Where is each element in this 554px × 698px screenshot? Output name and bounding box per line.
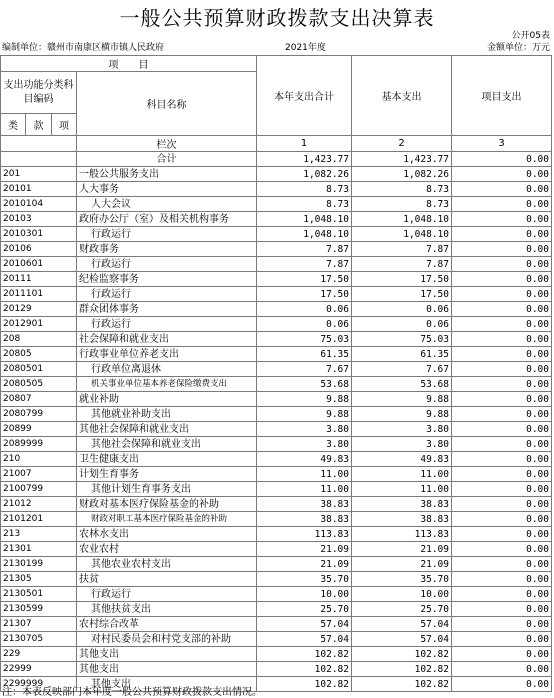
table-row — [1, 557, 552, 572]
row-total: 8.73 — [257, 182, 352, 197]
table-row — [1, 197, 552, 212]
header-total: 本年支出合计 — [257, 56, 352, 136]
row-basic: 1,082.26 — [352, 167, 452, 182]
row-proj: 0.00 — [452, 527, 552, 542]
row-code: 2012901 — [1, 317, 77, 332]
table-row — [1, 587, 552, 602]
row-basic: 9.88 — [352, 392, 452, 407]
row-name: 其他支出 — [77, 662, 257, 677]
table-note: 注：本表反映部门本年度一般公共预算财政拨款支出情况。 — [2, 687, 262, 698]
row-code: 2010601 — [1, 257, 77, 272]
header-func-code: 支出功能分类科目编码 — [1, 72, 77, 114]
row-code: 210 — [1, 452, 77, 467]
row-total: 49.83 — [257, 452, 352, 467]
row-basic: 38.83 — [352, 497, 452, 512]
row-basic: 0.06 — [352, 302, 452, 317]
table-row — [1, 317, 552, 332]
row-total: 57.04 — [257, 617, 352, 632]
row-proj: 0.00 — [452, 227, 552, 242]
row-total: 102.82 — [257, 647, 352, 662]
row-basic: 9.88 — [352, 407, 452, 422]
table-row — [1, 542, 552, 557]
row-total: 3.80 — [257, 422, 352, 437]
header-xiang: 项 — [52, 114, 77, 136]
expenditure-table — [0, 55, 552, 692]
money-unit: 金额单位：万元 — [486, 43, 550, 53]
row-proj: 0.00 — [452, 317, 552, 332]
row-name: 其他支出 — [77, 677, 257, 692]
row-code: 229 — [1, 647, 77, 662]
row-proj: 0.00 — [452, 572, 552, 587]
row-code: 20899 — [1, 422, 77, 437]
table-row — [1, 227, 552, 242]
row-total: 7.87 — [257, 257, 352, 272]
table-row — [1, 407, 552, 422]
row-basic: 75.03 — [352, 332, 452, 347]
row-total: 11.00 — [257, 467, 352, 482]
row-code: 2010104 — [1, 197, 77, 212]
row-proj: 0.00 — [452, 632, 552, 647]
row-name: 其他就业补助支出 — [77, 407, 257, 422]
row-proj: 0.00 — [452, 437, 552, 452]
row-basic: 25.70 — [352, 602, 452, 617]
row-basic: 57.04 — [352, 632, 452, 647]
row-name: 财政事务 — [77, 242, 257, 257]
row-code: 2299999 — [1, 677, 77, 692]
table-row — [1, 332, 552, 347]
table-row — [1, 212, 552, 227]
table-row — [1, 302, 552, 317]
row-total: 53.68 — [257, 377, 352, 392]
row-total: 11.00 — [257, 482, 352, 497]
row-name: 其他支出 — [77, 647, 257, 662]
row-basic: 57.04 — [352, 617, 452, 632]
row-total: 9.88 — [257, 407, 352, 422]
row-basic: 21.09 — [352, 557, 452, 572]
row-proj: 0.00 — [452, 587, 552, 602]
row-name: 卫生健康支出 — [77, 452, 257, 467]
header-lanci: 栏次 — [77, 136, 257, 152]
row-code: 208 — [1, 332, 77, 347]
header-kuan: 款 — [26, 114, 52, 136]
table-row — [1, 497, 552, 512]
row-total: 38.83 — [257, 512, 352, 527]
row-name: 行政运行 — [77, 287, 257, 302]
table-row — [1, 287, 552, 302]
row-code: 2080501 — [1, 362, 77, 377]
row-proj: 0.00 — [452, 392, 552, 407]
row-code: 2130705 — [1, 632, 77, 647]
row-total: 113.83 — [257, 527, 352, 542]
header-project-expense: 项目支出 — [452, 56, 552, 136]
row-name: 一般公共服务支出 — [77, 167, 257, 182]
row-total: 75.03 — [257, 332, 352, 347]
row-proj: 0.00 — [452, 182, 552, 197]
row-code: 2130501 — [1, 587, 77, 602]
row-code: 2010301 — [1, 227, 77, 242]
row-basic: 1,048.10 — [352, 227, 452, 242]
table-row — [1, 482, 552, 497]
row-total: 1,048.10 — [257, 227, 352, 242]
header-project: 项 目 — [1, 56, 257, 72]
row-proj: 0.00 — [452, 467, 552, 482]
row-proj: 0.00 — [452, 242, 552, 257]
row-total: 35.70 — [257, 572, 352, 587]
table-body — [1, 152, 552, 692]
row-code: 22999 — [1, 662, 77, 677]
row-basic: 8.73 — [352, 197, 452, 212]
table-row — [1, 347, 552, 362]
row-total: 102.82 — [257, 662, 352, 677]
table-row — [1, 647, 552, 662]
table-row — [1, 272, 552, 287]
row-proj: 0.00 — [452, 272, 552, 287]
row-basic: 7.87 — [352, 242, 452, 257]
row-code: 2130599 — [1, 602, 77, 617]
row-total: 25.70 — [257, 602, 352, 617]
row-total: 38.83 — [257, 497, 352, 512]
row-code: 2080799 — [1, 407, 77, 422]
total-row — [1, 152, 552, 167]
row-total: 10.00 — [257, 587, 352, 602]
row-basic: 49.83 — [352, 452, 452, 467]
row-proj: 0.00 — [452, 557, 552, 572]
col-index-2: 2 — [352, 136, 452, 152]
row-total: 102.82 — [257, 677, 352, 692]
compiling-unit: 编制单位：赣州市南康区横市镇人民政府 — [2, 43, 165, 53]
total-label: 合计 — [77, 152, 257, 167]
row-name: 农林水支出 — [77, 527, 257, 542]
row-basic: 61.35 — [352, 347, 452, 362]
row-name: 行政运行 — [77, 587, 257, 602]
row-code: 21007 — [1, 467, 77, 482]
row-name: 行政运行 — [77, 257, 257, 272]
row-code: 20101 — [1, 182, 77, 197]
row-name: 财政对职工基本医疗保险基金的补助 — [77, 512, 257, 527]
header-basic: 基本支出 — [352, 56, 452, 136]
row-total: 61.35 — [257, 347, 352, 362]
row-proj: 0.00 — [452, 197, 552, 212]
row-proj: 0.00 — [452, 257, 552, 272]
row-code: 213 — [1, 527, 77, 542]
row-proj: 0.00 — [452, 677, 552, 692]
row-code: 2080505 — [1, 377, 77, 392]
row-name: 其他社会保障和就业支出 — [77, 437, 257, 452]
row-total: 9.88 — [257, 392, 352, 407]
row-name: 纪检监察事务 — [77, 272, 257, 287]
row-basic: 7.87 — [352, 257, 452, 272]
row-basic: 10.00 — [352, 587, 452, 602]
total-sum: 1,423.77 — [257, 152, 352, 167]
row-code: 20106 — [1, 242, 77, 257]
form-code: 公开05表 — [511, 31, 550, 41]
row-name: 就业补助 — [77, 392, 257, 407]
row-code: 21301 — [1, 542, 77, 557]
col-index-3: 3 — [452, 136, 552, 152]
table-row — [1, 377, 552, 392]
row-basic: 11.00 — [352, 482, 452, 497]
row-proj: 0.00 — [452, 617, 552, 632]
row-basic: 102.82 — [352, 677, 452, 692]
row-proj: 0.00 — [452, 662, 552, 677]
report-meta — [0, 40, 554, 54]
header-blank — [1, 136, 77, 152]
row-proj: 0.00 — [452, 302, 552, 317]
row-name: 行政运行 — [77, 227, 257, 242]
row-basic: 102.82 — [352, 662, 452, 677]
row-name: 其他农业农村支出 — [77, 557, 257, 572]
table-row — [1, 392, 552, 407]
row-name: 人大会议 — [77, 197, 257, 212]
row-total: 8.73 — [257, 197, 352, 212]
table-row — [1, 527, 552, 542]
table-row — [1, 362, 552, 377]
table-row — [1, 242, 552, 257]
row-name: 行政事业单位养老支出 — [77, 347, 257, 362]
row-code: 21305 — [1, 572, 77, 587]
row-total: 17.50 — [257, 272, 352, 287]
row-total: 17.50 — [257, 287, 352, 302]
row-name: 其他计划生育事务支出 — [77, 482, 257, 497]
row-basic: 53.68 — [352, 377, 452, 392]
row-proj: 0.00 — [452, 167, 552, 182]
row-proj: 0.00 — [452, 212, 552, 227]
row-name: 社会保障和就业支出 — [77, 332, 257, 347]
row-name: 机关事业单位基本养老保险缴费支出 — [77, 377, 257, 392]
row-basic: 17.50 — [352, 287, 452, 302]
table-header — [1, 56, 552, 152]
table-row — [1, 437, 552, 452]
row-name: 群众团体事务 — [77, 302, 257, 317]
row-code: 2011101 — [1, 287, 77, 302]
row-basic: 0.06 — [352, 317, 452, 332]
table-row — [1, 167, 552, 182]
row-proj: 0.00 — [452, 362, 552, 377]
row-name: 政府办公厅（室）及相关机构事务 — [77, 212, 257, 227]
row-total: 1,082.26 — [257, 167, 352, 182]
row-total: 0.06 — [257, 302, 352, 317]
row-total: 21.09 — [257, 557, 352, 572]
row-proj: 0.00 — [452, 542, 552, 557]
row-proj: 0.00 — [452, 347, 552, 362]
row-proj: 0.00 — [452, 452, 552, 467]
row-proj: 0.00 — [452, 332, 552, 347]
row-proj: 0.00 — [452, 602, 552, 617]
row-basic: 8.73 — [352, 182, 452, 197]
table-row — [1, 662, 552, 677]
row-proj: 0.00 — [452, 512, 552, 527]
header-lei: 类 — [1, 114, 26, 136]
row-total: 21.09 — [257, 542, 352, 557]
row-basic: 38.83 — [352, 512, 452, 527]
row-basic: 17.50 — [352, 272, 452, 287]
header-item-name: 科目名称 — [77, 72, 257, 136]
row-basic: 1,048.10 — [352, 212, 452, 227]
row-code: 2100799 — [1, 482, 77, 497]
row-code: 2089999 — [1, 437, 77, 452]
row-proj: 0.00 — [452, 422, 552, 437]
row-total: 1,048.10 — [257, 212, 352, 227]
row-basic: 11.00 — [352, 467, 452, 482]
row-total: 7.87 — [257, 242, 352, 257]
row-name: 农业农村 — [77, 542, 257, 557]
row-basic: 7.67 — [352, 362, 452, 377]
table-row — [1, 602, 552, 617]
row-code: 21307 — [1, 617, 77, 632]
table-row — [1, 467, 552, 482]
row-proj: 0.00 — [452, 647, 552, 662]
row-name: 人大事务 — [77, 182, 257, 197]
row-name: 行政单位离退休 — [77, 362, 257, 377]
row-name: 计划生育事务 — [77, 467, 257, 482]
row-code: 2101201 — [1, 512, 77, 527]
table-row — [1, 257, 552, 272]
table-row — [1, 182, 552, 197]
row-code: 20805 — [1, 347, 77, 362]
row-code: 20103 — [1, 212, 77, 227]
table-row — [1, 632, 552, 647]
row-proj: 0.00 — [452, 377, 552, 392]
row-total: 0.06 — [257, 317, 352, 332]
row-total: 3.80 — [257, 437, 352, 452]
row-proj: 0.00 — [452, 497, 552, 512]
table-row — [1, 572, 552, 587]
total-project: 0.00 — [452, 152, 552, 167]
row-basic: 3.80 — [352, 437, 452, 452]
row-code: 201 — [1, 167, 77, 182]
row-basic: 102.82 — [352, 647, 452, 662]
fiscal-year: 2021年度 — [285, 43, 326, 53]
row-basic: 113.83 — [352, 527, 452, 542]
table-row — [1, 617, 552, 632]
row-name: 行政运行 — [77, 317, 257, 332]
row-basic: 21.09 — [352, 542, 452, 557]
row-name: 对村民委员会和村党支部的补助 — [77, 632, 257, 647]
row-name: 其他社会保障和就业支出 — [77, 422, 257, 437]
total-blank — [1, 152, 77, 167]
total-basic: 1,423.77 — [352, 152, 452, 167]
row-basic: 35.70 — [352, 572, 452, 587]
row-code: 20129 — [1, 302, 77, 317]
row-code: 20111 — [1, 272, 77, 287]
row-code: 20807 — [1, 392, 77, 407]
row-name: 其他扶贫支出 — [77, 602, 257, 617]
row-proj: 0.00 — [452, 287, 552, 302]
row-total: 57.04 — [257, 632, 352, 647]
col-index-1: 1 — [257, 136, 352, 152]
row-name: 扶贫 — [77, 572, 257, 587]
row-proj: 0.00 — [452, 407, 552, 422]
row-name: 农村综合改革 — [77, 617, 257, 632]
row-basic: 3.80 — [352, 422, 452, 437]
row-total: 7.67 — [257, 362, 352, 377]
row-proj: 0.00 — [452, 482, 552, 497]
report-title: 一般公共预算财政拨款支出决算表 — [119, 6, 435, 30]
row-code: 21012 — [1, 497, 77, 512]
table-row — [1, 422, 552, 437]
table-row — [1, 512, 552, 527]
table-row — [1, 452, 552, 467]
row-code: 2130199 — [1, 557, 77, 572]
row-name: 财政对基本医疗保险基金的补助 — [77, 497, 257, 512]
